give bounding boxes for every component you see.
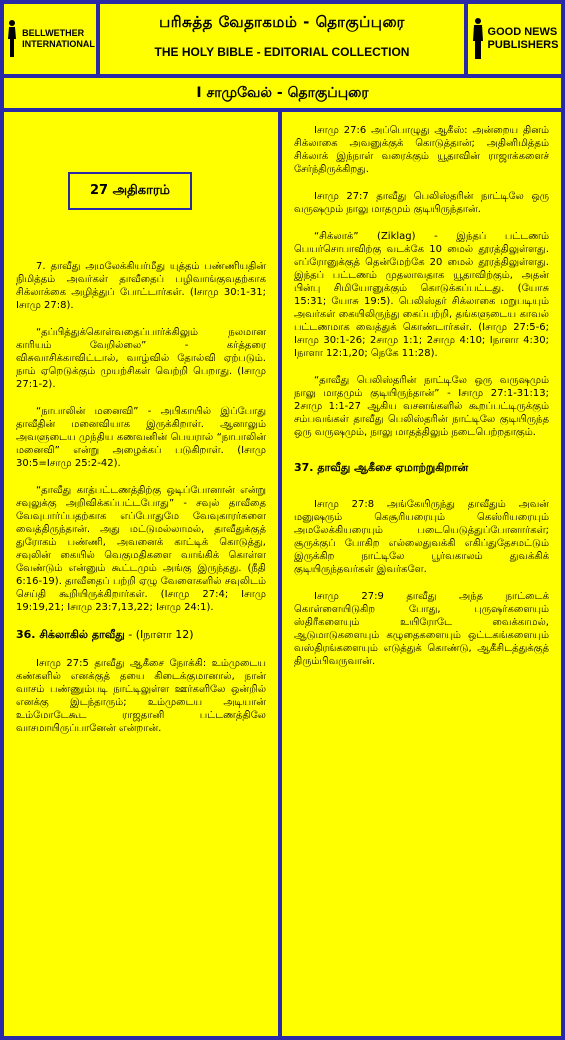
logo-left-line-2: INTERNATIONAL bbox=[22, 39, 95, 49]
left-paragraph: “தாவீது காத்பட்டணத்திற்கு ஒடிப்போனான் என்று சவுலுக்கு அறிவிக்கப்பட்டபோது” - சவுல் தாவீதை வேவுபார்ப்பதற்காக எப்போதுமே வேவுகாரர்களை வைத்திருந்தான். அது மட்டுமல்லாமல், தாவீதுக்குத் துரோகம் பண்ணி, அவனைக் காட்டிக் கொடுத்து, சவுலின் கையில் வெகுமதிகளை வாங்கிக் கொள்ள வேண்டும் என்னும் கூட்டமும் அங்கு இருந்தது. (நீதி 6:16-19). தாவீதைப் பற்றி ஏழு வேளைகளில் சவுலிடம் செய்தி கூறியிருக்கிறார்கள். (Iசாமு 27:4; Iசாமு 19:19,21; Iசாமு 23:7,13,22; Iசாமு 24:1). bbox=[16, 485, 267, 613]
section-heading-37: 37. தாவீது ஆகீசை ஏமாற்றுகிறான் bbox=[294, 461, 469, 474]
section-heading-36-title: 36. சிக்லாகில் தாவீது bbox=[16, 628, 125, 641]
book-title: I சாமுவேல் - தொகுப்புரை bbox=[196, 85, 369, 101]
section-heading-36 bbox=[16, 628, 266, 643]
right-column bbox=[282, 112, 561, 1036]
right-paragraph: “சிக்லாக்” (Ziklag) - இந்தப் பட்டணம் பெயர்சொபாவிற்கு வடக்கே 10 மைல் தூரத்திலுள்ளது. எப்ரோனுக்குத் தென்மேற்கே 20 மைல் தூரத்திலுள்ளது. இந்தப் பட்டணம் முதலாவதாக யூதாவிற்கும், அதன் பின்பு சிமியோனுக்கும் கொடுக்கப்பட்டது. (யோசு 15:31; யோசு 19:5). பெலிஸ்தர் சிக்லாகை மறுபடியும் அவர்கள் கையிலிருந்து கைப்பற்றி, தங்களுடைய காவல் பட்டணமாக வைத்துக் கொண்டார்கள். (Iசாமு 27:5-6; Iசாமு 30:1-26; 2சாமு 1:1; 2சாமு 4:10; Iநாளா 4:30; Iநாளா 12:1,20; நெகே 11:28). bbox=[294, 231, 549, 359]
book-title-bar bbox=[4, 78, 561, 108]
logo-bellwether bbox=[4, 4, 96, 74]
right-paragraph: Iசாமு 27:8 அங்கேயிருந்து தாவீதும் அவன் மனுஷரும் கெசூரியரையும் கெஸ்ரியரையும் அமலேக்கியரையும் படையெடுத்துப்போனார்கள்; சூருக்குப் போகிற எல்லைதுவக்கி எகிப்துதேசமட்டும் இருக்கிற நாட்டிலே பூர்வகாலம் துவக்கிக் குடியிருந்தவர்கள் இவர்களே. bbox=[294, 499, 549, 575]
right-paragraph: Iசாமு 27:7 தாவீது பெலிஸ்தரின் நாட்டிலே ஒரு வருஷமும் நாலு மாதமும் குடியிருந்தான். bbox=[294, 191, 549, 215]
title-english: THE HOLY BIBLE - EDITORIAL COLLECTION bbox=[154, 45, 410, 59]
left-paragraph: 7. தாவீது அமலேக்கியர்மீது யுத்தம் பண்ணியதின் நிமித்தம் அவர்கள் தாவீதைப் பழிவாங்குவதற்காக சிக்லாக்கை அழித்துப் போட்டார்கள். (Iசாமு 30:1-31; Iசாமு 27:8). bbox=[16, 261, 266, 311]
logo-left-line-1: BELLWETHER bbox=[22, 28, 85, 38]
logo-right-line-1: GOOD NEWS bbox=[487, 26, 558, 38]
title-tamil: பரிசுத்த வேதாகமம் - தொகுப்புரை bbox=[159, 13, 405, 31]
chapter-label: 27 அதிகாரம் bbox=[68, 172, 192, 210]
left-paragraph: “தப்பித்துக்கொள்வதைப்பார்க்கிலும் நலமான காரியம் வேறில்லை” - கர்த்தரை விசுவாசிக்காவிட்டால், வாழ்வில் தோல்வி ஏற்படும். நாம் ஏறெடுக்கும் முயற்சிகள் வெற்றி பெறாது. (Iசாமு 27:1-2). bbox=[16, 327, 266, 390]
section-heading-36-ref: - (Iநாளா 12) bbox=[124, 628, 194, 641]
header-title-box bbox=[100, 4, 464, 74]
left-paragraph: “நாபாலின் மனைவி” - அபிகாயில் இப்போது தாவீதின் மனைவியாக இருக்கிறாள். ஆனாலும் அவளுடைய முந்திய கணவனின் பெயரால் “நாபாலின் மனைவி” என்று அழைக்கப் படுகிறாள். (Iசாமு 30:5=Iசாமு 25:2-42). bbox=[16, 406, 266, 469]
left-column bbox=[4, 112, 278, 1036]
publisher-figure-icon bbox=[471, 17, 485, 61]
bellwether-figure-icon bbox=[5, 19, 19, 59]
right-paragraph: Iசாமு 27:9 தாவீது அந்த நாட்டைக் கொள்ளையிடுகிற போது, புருஷர்களையும் ஸ்திரீகளையும் உயிரோடே வைக்காமல், ஆடுமாடுகளையும் கழுதைகளையும் ஒட்டகங்களையும் வஸ்திரங்களையும் எடுத்துக் கொண்டு, ஆகீசிடத்துக்குத் திரும்பிவருவான். bbox=[294, 591, 549, 667]
right-paragraph: “தாவீது பெலிஸ்தரின் நாட்டிலே ஒரு வருஷமும் நாலு மாதமும் குடியிருந்தான்” - Iசாமு 27:1-31:13; 2சாமு 1:1-27 ஆகிய வசனங்களில் கூறப்பட்டிருக்கும் சம்பவங்கள் தாவீது பெலிஸ்தரின் நாட்டிலே குடியிருந்த ஒரு வருஷமும், நாலு மாதத்திலும் நடைபெற்றதாகும். bbox=[294, 375, 549, 438]
right-paragraph: Iசாமு 27:6 அப்பொழுது ஆகீஸ்: அன்றைய தினம் சிக்லாகை அவனுக்குக் கொடுத்தான்; அதினிமித்தம் சிக்லாக் இந்நாள் வரைக்கும் யூதாவின் ராஜாக்களைச் சேர்ந்திருக்கிறது. bbox=[294, 125, 549, 175]
logo-right-line-2: PUBLISHERS bbox=[487, 39, 559, 51]
left-section-paragraph: Iசாமு 27:5 தாவீது ஆகீசை நோக்கி: உம்முடைய கண்களில் எனக்குத் தயை கிடைக்குமானால், நான் வாசம் பண்ணும்படி நாட்டிலுள்ள ஊர்களிலே ஒன்றில் எனக்கு இடந்தாரும்; உம்முடைய அடியான் உம்மோடேகூட ராஜதானி பட்டணத்திலே வாசமாயிருப்பானேன் என்றான். bbox=[16, 658, 266, 734]
logo-good-news bbox=[468, 4, 561, 74]
